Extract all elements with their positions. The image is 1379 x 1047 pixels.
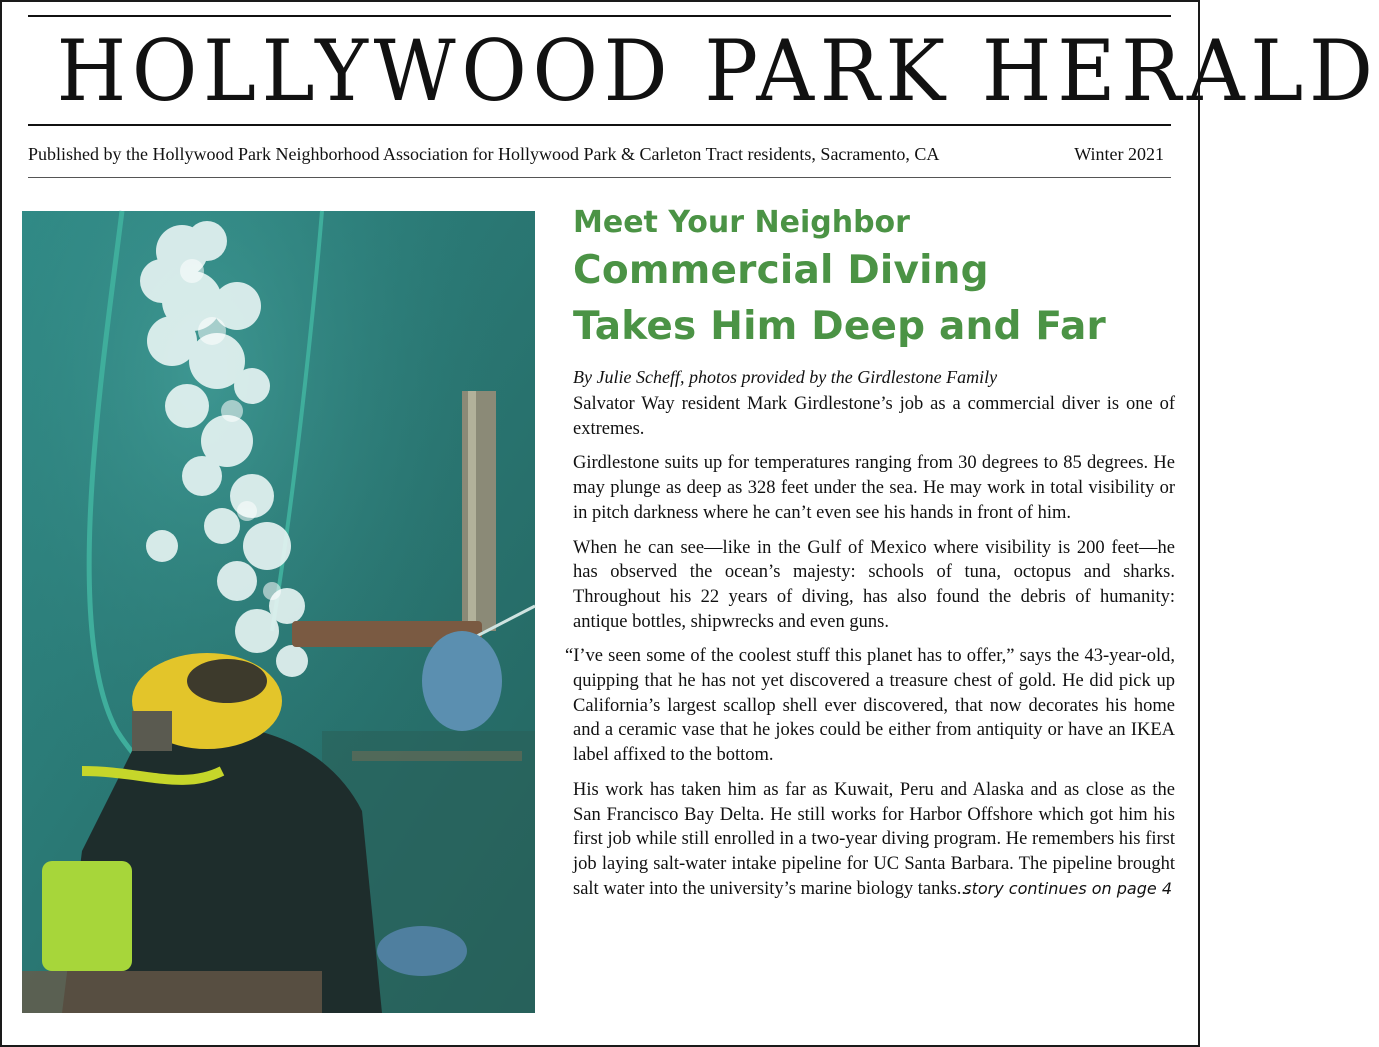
subline-rule <box>28 177 1171 178</box>
headline-line-1: Commercial Diving <box>573 248 989 293</box>
publisher-line <box>28 142 1171 166</box>
paragraph: “I’ve seen some of the coolest stuff this planet has to offer,” says the 43-year-old, quipping that he has not yet discovered a treasure chest of gold. He did pick up California’s largest scallop shell ever discovered, that now decorates his home and a ceramic vase that he jokes could be either from antiquity or have an IKEA label affixed to the bottom. <box>565 646 1175 766</box>
paragraph: His work has taken him as far as Kuwait, Peru and Alaska and as close as the San Francisco Bay Delta. He still works for Harbor Offshore which got him his first job while still enrolled in a two-year diving program. He remembers his first job laying salt-water intake pipeline for UC Santa Barbara. The pipeline brought salt water into the university’s marine biology tanks... <box>573 779 1175 899</box>
masthead-bottom-rule <box>28 124 1171 126</box>
last-paragraph-row <box>573 778 1175 902</box>
issue-date: Winter 2021 <box>1074 144 1164 164</box>
headline-line-2: Takes Him Deep and Far <box>573 304 1106 349</box>
article-kicker: Meet Your Neighbor <box>573 205 910 240</box>
diver-photo <box>22 211 535 1013</box>
article-body <box>565 392 1175 901</box>
paragraph: Salvator Way resident Mark Girdlestone’s job as a commercial diver is one of extremes. <box>573 394 1175 439</box>
continued-link[interactable]: story continues on page 4 <box>963 879 1172 899</box>
masthead-title: HOLLYWOOD PARK HERALD <box>56 22 1379 120</box>
article <box>565 203 1175 901</box>
byline: By Julie Scheff, photos provided by the Girdlestone Family <box>573 367 998 387</box>
paragraph: Girdlestone suits up for temperatures ranging from 30 degrees to 85 degrees. He may plunge as deep as 328 feet under the sea. He may work in total visibility or in pitch darkness where he can’t even see his hands in front of him. <box>573 453 1175 523</box>
paragraph: When he can see—like in the Gulf of Mexico where visibility is 200 feet—he has observed the ocean’s majesty: schools of tuna, octopus and sharks. Throughout his 22 years of diving, has also found the debris of humanity: antique bottles, shipwrecks and even guns. <box>573 537 1175 632</box>
masthead-top-rule <box>28 15 1171 17</box>
publisher-text: Published by the Hollywood Park Neighborhood Association for Hollywood Park & Carleton Tract residents, Sacramento, CA <box>28 144 940 164</box>
